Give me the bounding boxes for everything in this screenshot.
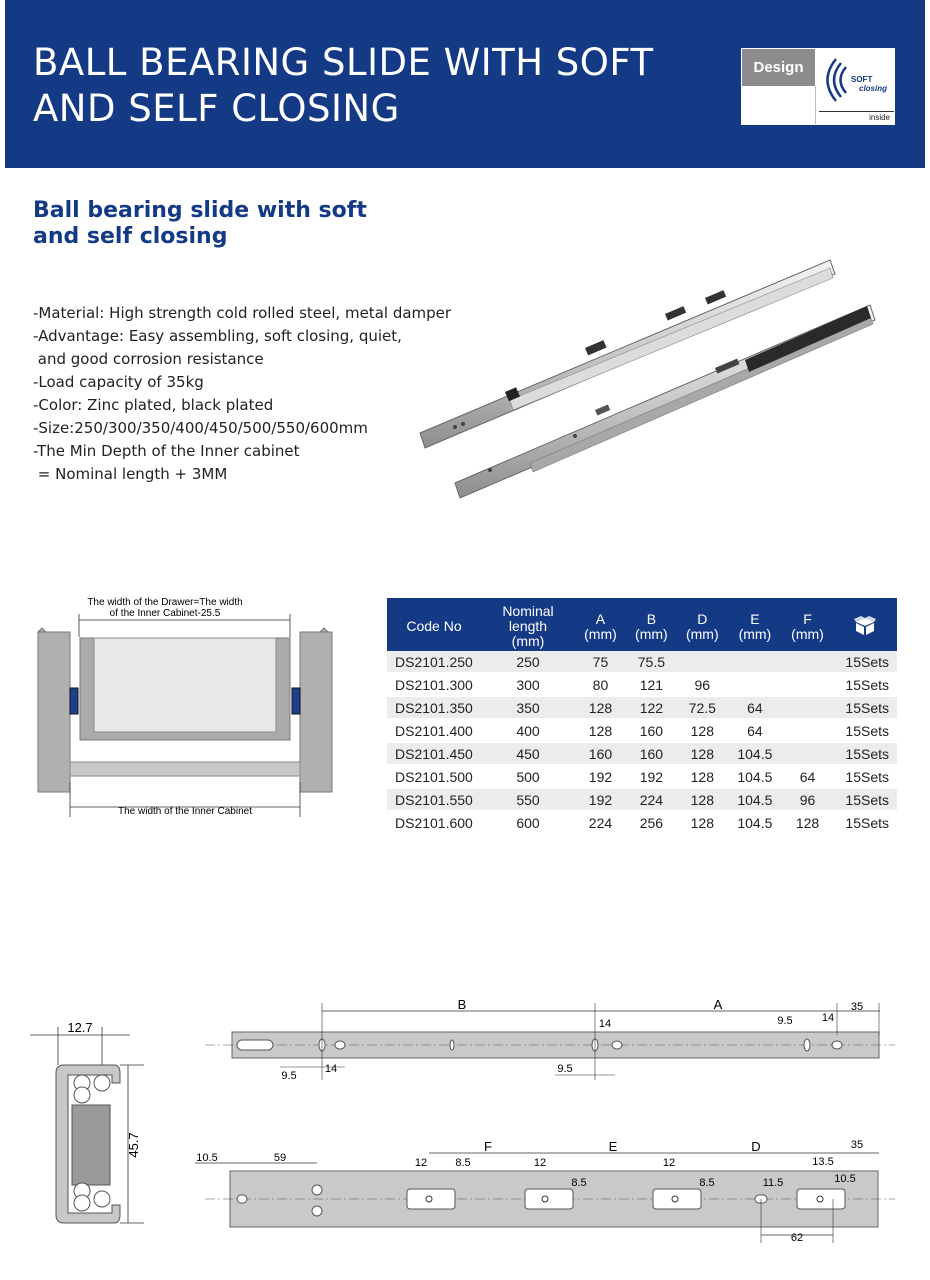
dim-59: 59 [273,1152,287,1164]
table-cell: 122 [626,696,677,719]
table-cell: 75.5 [626,651,677,673]
table-cell: 250 [481,651,575,673]
table-cell: 96 [782,788,833,811]
table-cell: 104.5 [728,811,782,834]
table-cell: 256 [626,811,677,834]
badge-design-label: Design [742,49,815,86]
col-a-label: A [595,610,606,627]
bottom-rail-drawing [185,1135,900,1245]
table-cell: DS2101.300 [387,673,481,696]
table-row [387,719,897,742]
table-cell: 128 [677,811,728,834]
feature-item: -Load capacity of 35kg [33,373,204,391]
table-row [387,765,897,788]
table-cell [782,673,833,696]
table-cell: 192 [575,788,626,811]
dim-10-5-right: 10.5 [834,1173,856,1185]
table-cell: 72.5 [677,696,728,719]
table-cell: 160 [575,742,626,765]
table-cell: 550 [481,788,575,811]
dim-62: 62 [790,1232,804,1244]
table-cell: 128 [677,788,728,811]
badge-closing-text: closing [859,84,888,93]
title-line-2: AND SELF CLOSING [33,87,400,130]
profile-width-dim: 12.7 [67,1020,93,1035]
table-cell: 128 [677,719,728,742]
table-row [387,742,897,765]
dim-f: F [484,1139,492,1154]
section-subtitle [33,198,367,250]
col-b [626,598,677,651]
badge-blank [742,86,816,124]
dim-14-left: 14 [324,1063,338,1075]
col-code-no: Code No [387,598,481,651]
table-row [387,673,897,696]
subtitle-line-1: Ball bearing slide with soft [33,198,367,223]
col-unit: (mm) [685,625,719,642]
table-cell: 104.5 [728,765,782,788]
feature-item: -Size:250/300/350/400/450/500/550/600mm [33,419,368,437]
table-cell: 64 [782,765,833,788]
table-cell: 224 [575,811,626,834]
col-e-label: E [750,610,760,627]
table-cell: 224 [626,788,677,811]
dim-b: B [457,997,467,1012]
drawer-width-label-1: The width of the Drawer=The width [87,597,243,608]
design-badge [741,48,895,125]
col-unit: (mm) [635,625,668,642]
table-cell: 64 [728,696,782,719]
feature-list [33,302,451,486]
table-cell: 15Sets [833,673,897,696]
top-rail-drawing [185,995,900,1085]
table-row [387,651,897,673]
dim-12-d: 12 [662,1157,676,1169]
table-cell: 15Sets [833,742,897,765]
col-unit: (mm) [511,633,545,649]
dim-14-right: 14 [821,1012,835,1024]
dim-d: D [751,1139,761,1154]
cabinet-diagram [30,592,340,822]
drawer-width-label-2: of the Inner Cabinet-25.5 [109,608,221,619]
table-header-row [387,598,897,651]
feature-item: -The Min Depth of the Inner cabinet [33,442,300,460]
dim-8-5-f: 8.5 [455,1157,471,1169]
dim-10-5-left: 10.5 [196,1152,218,1164]
feature-item: = Nominal length + 3MM [33,465,228,483]
spec-table [387,598,897,835]
table-cell [782,696,833,719]
table-cell: 192 [575,765,626,788]
dim-a: A [713,997,723,1012]
dim-e: E [608,1139,618,1154]
soft-closing-icon [819,49,894,111]
table-cell: 96 [677,673,728,696]
dim-9-5-left: 9.5 [281,1070,297,1082]
table-cell: 400 [481,719,575,742]
table-cell [728,673,782,696]
table-cell: 15Sets [833,811,897,834]
dim-8-5-d: 8.5 [699,1177,715,1189]
table-cell [677,651,728,673]
table-cell [728,651,782,673]
table-cell: DS2101.400 [387,719,481,742]
col-a [575,598,626,651]
badge-inside-label: inside [819,111,894,124]
dim-9-5-right: 9.5 [777,1015,793,1027]
table-cell: 80 [575,673,626,696]
col-unit: (mm) [738,625,772,642]
table-cell [782,719,833,742]
col-unit: (mm) [791,625,824,642]
table-cell: 15Sets [833,719,897,742]
table-cell: 104.5 [728,788,782,811]
profile-height-dim: 45.7 [126,1132,141,1158]
page-title [33,40,654,132]
col-d-label: D [697,610,708,627]
table-cell: DS2101.350 [387,696,481,719]
table-cell: 300 [481,673,575,696]
feature-item: -Color: Zinc plated, black plated [33,396,274,414]
dim-13-5: 13.5 [812,1156,834,1168]
table-cell: 192 [626,765,677,788]
dim-11-5: 11.5 [762,1177,784,1189]
table-cell: 15Sets [833,765,897,788]
feature-item: -Advantage: Easy assembling, soft closing, quiet, [33,327,402,345]
table-cell: 75 [575,651,626,673]
col-f-label: F [803,610,812,627]
table-cell [782,651,833,673]
table-cell: 15Sets [833,696,897,719]
table-cell: 121 [626,673,677,696]
dim-9-5-mid: 9.5 [557,1063,573,1075]
table-cell: DS2101.500 [387,765,481,788]
dim-14-mid: 14 [598,1018,612,1030]
col-nominal-length [481,598,575,651]
table-cell: 128 [677,765,728,788]
table-cell: DS2101.550 [387,788,481,811]
col-d [677,598,728,651]
col-b-label: B [646,610,657,627]
soft-closing-logo [819,49,894,124]
table-cell: 500 [481,765,575,788]
table-cell: 128 [677,742,728,765]
badge-soft-text: SOFT [851,75,873,84]
col-e [728,598,782,651]
table-cell: DS2101.600 [387,811,481,834]
table-cell [782,742,833,765]
product-illustration [415,250,885,510]
table-cell: DS2101.450 [387,742,481,765]
table-row [387,811,897,834]
table-cell: 160 [626,719,677,742]
table-cell: 160 [626,742,677,765]
col-f [782,598,833,651]
box-icon [852,614,878,636]
profile-section-diagram [20,1015,160,1235]
table-cell: 15Sets [833,788,897,811]
table-cell: 600 [481,811,575,834]
dim-35-bottom: 35 [850,1139,864,1151]
table-cell: 128 [575,696,626,719]
table-cell: 15Sets [833,651,897,673]
table-cell: 350 [481,696,575,719]
table-row [387,788,897,811]
col-unit: (mm) [584,625,617,642]
table-cell: 104.5 [728,742,782,765]
dim-12-f: 12 [414,1157,428,1169]
col-nominal-label: Nominal length [502,603,554,634]
dim-12-e: 12 [533,1157,547,1169]
title-line-1: BALL BEARING SLIDE WITH SOFT [33,41,654,84]
table-cell: 128 [575,719,626,742]
table-cell: 450 [481,742,575,765]
dim-8-5-e: 8.5 [571,1177,587,1189]
table-cell: 64 [728,719,782,742]
inner-cabinet-label: The width of the Inner Cabinet [118,806,252,817]
table-cell: 128 [782,811,833,834]
table-cell: DS2101.250 [387,651,481,673]
feature-item: and good corrosion resistance [33,350,264,368]
table-row [387,696,897,719]
feature-item: -Material: High strength cold rolled steel, metal damper [33,304,452,322]
dim-35: 35 [850,1001,864,1013]
col-package [833,598,897,651]
subtitle-line-2: and self closing [33,224,228,249]
